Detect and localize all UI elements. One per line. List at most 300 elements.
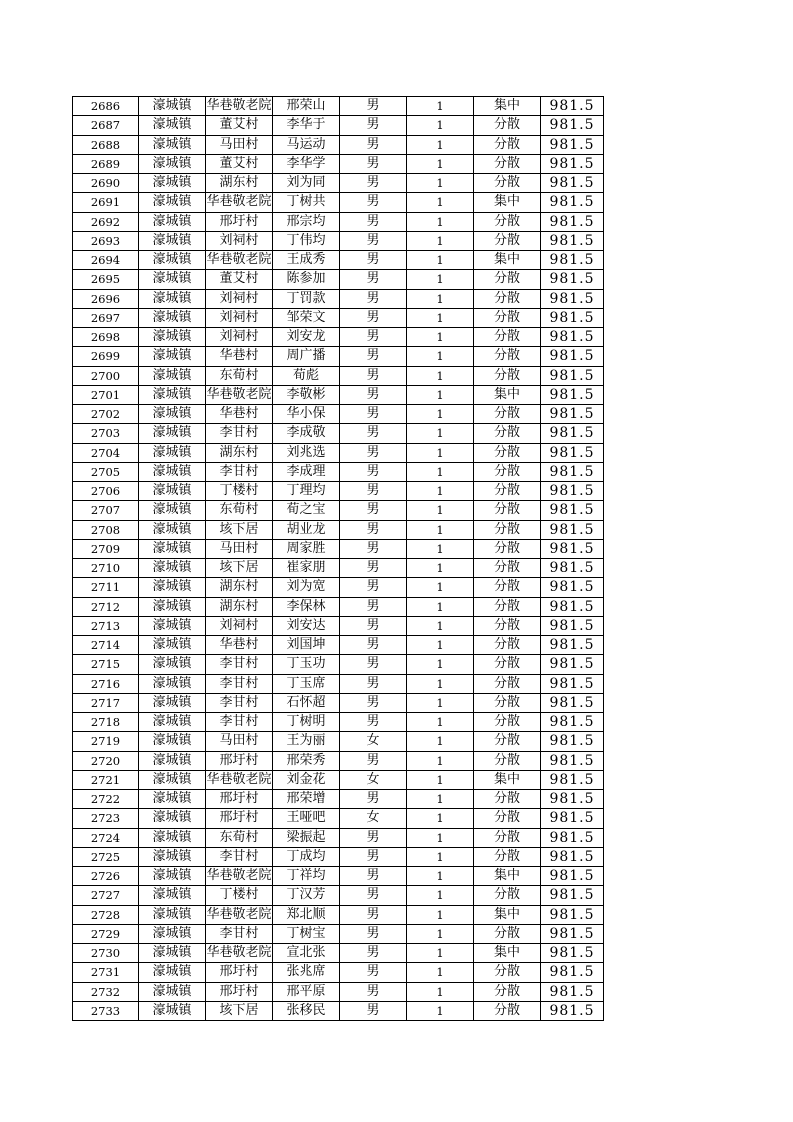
town-cell: 濠城镇 xyxy=(139,559,206,578)
count-cell: 1 xyxy=(407,924,474,943)
support-mode-cell: 分散 xyxy=(474,328,541,347)
serial-number-cell: 2707 xyxy=(73,501,139,520)
person-name-cell: 王成秀 xyxy=(273,251,340,270)
table-row xyxy=(73,982,604,1001)
table-row xyxy=(73,636,604,655)
person-name-cell: 邹荣文 xyxy=(273,308,340,327)
town-cell: 濠城镇 xyxy=(139,963,206,982)
amount-cell: 981.5 xyxy=(541,462,604,481)
table-row xyxy=(73,751,604,770)
gender-cell: 男 xyxy=(340,462,407,481)
table-row xyxy=(73,443,604,462)
serial-number-cell: 2714 xyxy=(73,636,139,655)
table-row xyxy=(73,828,604,847)
table-row xyxy=(73,308,604,327)
town-cell: 濠城镇 xyxy=(139,636,206,655)
gender-cell: 男 xyxy=(340,482,407,501)
serial-number-cell: 2698 xyxy=(73,328,139,347)
person-name-cell: 刘安龙 xyxy=(273,328,340,347)
person-name-cell: 荀彪 xyxy=(273,366,340,385)
table-row xyxy=(73,905,604,924)
table-row xyxy=(73,578,604,597)
serial-number-cell: 2692 xyxy=(73,212,139,231)
count-cell: 1 xyxy=(407,270,474,289)
person-name-cell: 丁理均 xyxy=(273,482,340,501)
person-name-cell: 梁振起 xyxy=(273,828,340,847)
gender-cell: 男 xyxy=(340,790,407,809)
count-cell: 1 xyxy=(407,193,474,212)
count-cell: 1 xyxy=(407,597,474,616)
support-mode-cell: 分散 xyxy=(474,713,541,732)
table-row xyxy=(73,174,604,193)
gender-cell: 男 xyxy=(340,867,407,886)
count-cell: 1 xyxy=(407,674,474,693)
gender-cell: 男 xyxy=(340,924,407,943)
support-mode-cell: 分散 xyxy=(474,482,541,501)
count-cell: 1 xyxy=(407,347,474,366)
town-cell: 濠城镇 xyxy=(139,655,206,674)
person-name-cell: 刘为宽 xyxy=(273,578,340,597)
serial-number-cell: 2689 xyxy=(73,154,139,173)
support-mode-cell: 分散 xyxy=(474,963,541,982)
support-mode-cell: 分散 xyxy=(474,462,541,481)
town-cell: 濠城镇 xyxy=(139,154,206,173)
amount-cell: 981.5 xyxy=(541,328,604,347)
gender-cell: 男 xyxy=(340,597,407,616)
person-name-cell: 刘国坤 xyxy=(273,636,340,655)
serial-number-cell: 2709 xyxy=(73,539,139,558)
gender-cell: 男 xyxy=(340,328,407,347)
person-name-cell: 华小保 xyxy=(273,405,340,424)
count-cell: 1 xyxy=(407,790,474,809)
table-row xyxy=(73,347,604,366)
gender-cell: 男 xyxy=(340,405,407,424)
village-cell: 邢圩村 xyxy=(206,790,273,809)
town-cell: 濠城镇 xyxy=(139,828,206,847)
table-row xyxy=(73,482,604,501)
village-cell: 董艾村 xyxy=(206,116,273,135)
gender-cell: 男 xyxy=(340,424,407,443)
person-name-cell: 刘兆选 xyxy=(273,443,340,462)
count-cell: 1 xyxy=(407,636,474,655)
village-cell: 李甘村 xyxy=(206,693,273,712)
person-name-cell: 丁玉功 xyxy=(273,655,340,674)
support-mode-cell: 集中 xyxy=(474,770,541,789)
village-cell: 刘祠村 xyxy=(206,289,273,308)
person-name-cell: 丁树共 xyxy=(273,193,340,212)
town-cell: 濠城镇 xyxy=(139,212,206,231)
serial-number-cell: 2696 xyxy=(73,289,139,308)
person-name-cell: 崔家朋 xyxy=(273,559,340,578)
amount-cell: 981.5 xyxy=(541,982,604,1001)
gender-cell: 男 xyxy=(340,520,407,539)
town-cell: 濠城镇 xyxy=(139,174,206,193)
town-cell: 濠城镇 xyxy=(139,462,206,481)
table-row xyxy=(73,116,604,135)
serial-number-cell: 2732 xyxy=(73,982,139,1001)
table-row xyxy=(73,135,604,154)
count-cell: 1 xyxy=(407,655,474,674)
table-row xyxy=(73,655,604,674)
amount-cell: 981.5 xyxy=(541,520,604,539)
table-row xyxy=(73,847,604,866)
village-cell: 华巷敬老院 xyxy=(206,97,273,116)
table-row xyxy=(73,462,604,481)
village-cell: 丁楼村 xyxy=(206,482,273,501)
amount-cell: 981.5 xyxy=(541,501,604,520)
town-cell: 濠城镇 xyxy=(139,539,206,558)
person-name-cell: 刘金花 xyxy=(273,770,340,789)
support-mode-cell: 分散 xyxy=(474,674,541,693)
table-row xyxy=(73,1001,604,1020)
count-cell: 1 xyxy=(407,328,474,347)
serial-number-cell: 2701 xyxy=(73,385,139,404)
amount-cell: 981.5 xyxy=(541,97,604,116)
support-mode-cell: 分散 xyxy=(474,308,541,327)
support-mode-cell: 分散 xyxy=(474,116,541,135)
table-row xyxy=(73,424,604,443)
person-name-cell: 邢宗均 xyxy=(273,212,340,231)
count-cell: 1 xyxy=(407,97,474,116)
village-cell: 东荀村 xyxy=(206,828,273,847)
count-cell: 1 xyxy=(407,847,474,866)
support-mode-cell: 分散 xyxy=(474,828,541,847)
person-name-cell: 邢荣山 xyxy=(273,97,340,116)
amount-cell: 981.5 xyxy=(541,443,604,462)
serial-number-cell: 2699 xyxy=(73,347,139,366)
person-name-cell: 马运动 xyxy=(273,135,340,154)
gender-cell: 男 xyxy=(340,135,407,154)
amount-cell: 981.5 xyxy=(541,347,604,366)
village-cell: 董艾村 xyxy=(206,270,273,289)
serial-number-cell: 2727 xyxy=(73,886,139,905)
person-name-cell: 张兆席 xyxy=(273,963,340,982)
support-mode-cell: 分散 xyxy=(474,636,541,655)
table-row xyxy=(73,270,604,289)
count-cell: 1 xyxy=(407,308,474,327)
count-cell: 1 xyxy=(407,751,474,770)
serial-number-cell: 2728 xyxy=(73,905,139,924)
amount-cell: 981.5 xyxy=(541,847,604,866)
person-name-cell: 丁汉芳 xyxy=(273,886,340,905)
town-cell: 濠城镇 xyxy=(139,347,206,366)
support-mode-cell: 分散 xyxy=(474,982,541,1001)
gender-cell: 男 xyxy=(340,154,407,173)
gender-cell: 男 xyxy=(340,174,407,193)
support-mode-cell: 分散 xyxy=(474,693,541,712)
table-row xyxy=(73,405,604,424)
person-name-cell: 宣北张 xyxy=(273,944,340,963)
gender-cell: 女 xyxy=(340,809,407,828)
town-cell: 濠城镇 xyxy=(139,405,206,424)
gender-cell: 男 xyxy=(340,443,407,462)
count-cell: 1 xyxy=(407,770,474,789)
gender-cell: 男 xyxy=(340,193,407,212)
town-cell: 濠城镇 xyxy=(139,944,206,963)
table-row xyxy=(73,501,604,520)
town-cell: 濠城镇 xyxy=(139,597,206,616)
amount-cell: 981.5 xyxy=(541,366,604,385)
support-mode-cell: 集中 xyxy=(474,944,541,963)
count-cell: 1 xyxy=(407,482,474,501)
amount-cell: 981.5 xyxy=(541,116,604,135)
serial-number-cell: 2720 xyxy=(73,751,139,770)
town-cell: 濠城镇 xyxy=(139,886,206,905)
village-cell: 垓下居 xyxy=(206,559,273,578)
amount-cell: 981.5 xyxy=(541,1001,604,1020)
count-cell: 1 xyxy=(407,251,474,270)
support-mode-cell: 分散 xyxy=(474,270,541,289)
support-mode-cell: 分散 xyxy=(474,790,541,809)
support-mode-cell: 分散 xyxy=(474,366,541,385)
town-cell: 濠城镇 xyxy=(139,116,206,135)
count-cell: 1 xyxy=(407,174,474,193)
count-cell: 1 xyxy=(407,1001,474,1020)
village-cell: 马田村 xyxy=(206,539,273,558)
serial-number-cell: 2702 xyxy=(73,405,139,424)
gender-cell: 男 xyxy=(340,886,407,905)
serial-number-cell: 2713 xyxy=(73,616,139,635)
town-cell: 濠城镇 xyxy=(139,308,206,327)
table-row xyxy=(73,867,604,886)
amount-cell: 981.5 xyxy=(541,693,604,712)
table-row xyxy=(73,366,604,385)
gender-cell: 男 xyxy=(340,308,407,327)
village-cell: 马田村 xyxy=(206,732,273,751)
village-cell: 华巷敬老院 xyxy=(206,251,273,270)
serial-number-cell: 2691 xyxy=(73,193,139,212)
person-name-cell: 王哑吧 xyxy=(273,809,340,828)
support-mode-cell: 集中 xyxy=(474,193,541,212)
person-name-cell: 丁罚款 xyxy=(273,289,340,308)
town-cell: 濠城镇 xyxy=(139,251,206,270)
amount-cell: 981.5 xyxy=(541,963,604,982)
count-cell: 1 xyxy=(407,886,474,905)
beneficiary-table xyxy=(72,96,604,1021)
village-cell: 刘祠村 xyxy=(206,231,273,250)
serial-number-cell: 2711 xyxy=(73,578,139,597)
table-row xyxy=(73,944,604,963)
village-cell: 垓下居 xyxy=(206,520,273,539)
support-mode-cell: 分散 xyxy=(474,405,541,424)
count-cell: 1 xyxy=(407,905,474,924)
gender-cell: 男 xyxy=(340,251,407,270)
town-cell: 濠城镇 xyxy=(139,193,206,212)
serial-number-cell: 2715 xyxy=(73,655,139,674)
support-mode-cell: 分散 xyxy=(474,539,541,558)
serial-number-cell: 2704 xyxy=(73,443,139,462)
table-row xyxy=(73,97,604,116)
amount-cell: 981.5 xyxy=(541,193,604,212)
serial-number-cell: 2729 xyxy=(73,924,139,943)
support-mode-cell: 分散 xyxy=(474,1001,541,1020)
count-cell: 1 xyxy=(407,713,474,732)
support-mode-cell: 分散 xyxy=(474,231,541,250)
person-name-cell: 邢荣增 xyxy=(273,790,340,809)
town-cell: 濠城镇 xyxy=(139,770,206,789)
person-name-cell: 郑北顺 xyxy=(273,905,340,924)
serial-number-cell: 2693 xyxy=(73,231,139,250)
town-cell: 濠城镇 xyxy=(139,328,206,347)
town-cell: 濠城镇 xyxy=(139,674,206,693)
table-row xyxy=(73,539,604,558)
gender-cell: 男 xyxy=(340,1001,407,1020)
serial-number-cell: 2694 xyxy=(73,251,139,270)
amount-cell: 981.5 xyxy=(541,828,604,847)
count-cell: 1 xyxy=(407,559,474,578)
count-cell: 1 xyxy=(407,462,474,481)
amount-cell: 981.5 xyxy=(541,597,604,616)
amount-cell: 981.5 xyxy=(541,424,604,443)
amount-cell: 981.5 xyxy=(541,212,604,231)
serial-number-cell: 2697 xyxy=(73,308,139,327)
count-cell: 1 xyxy=(407,578,474,597)
village-cell: 刘祠村 xyxy=(206,616,273,635)
count-cell: 1 xyxy=(407,867,474,886)
serial-number-cell: 2688 xyxy=(73,135,139,154)
gender-cell: 男 xyxy=(340,116,407,135)
support-mode-cell: 分散 xyxy=(474,289,541,308)
table-row xyxy=(73,732,604,751)
amount-cell: 981.5 xyxy=(541,809,604,828)
serial-number-cell: 2721 xyxy=(73,770,139,789)
person-name-cell: 李华学 xyxy=(273,154,340,173)
support-mode-cell: 分散 xyxy=(474,847,541,866)
serial-number-cell: 2726 xyxy=(73,867,139,886)
village-cell: 湖东村 xyxy=(206,578,273,597)
table-row xyxy=(73,713,604,732)
amount-cell: 981.5 xyxy=(541,790,604,809)
table-row xyxy=(73,520,604,539)
table-row xyxy=(73,790,604,809)
support-mode-cell: 分散 xyxy=(474,751,541,770)
village-cell: 李甘村 xyxy=(206,847,273,866)
village-cell: 华巷敬老院 xyxy=(206,905,273,924)
town-cell: 濠城镇 xyxy=(139,1001,206,1020)
person-name-cell: 李成敬 xyxy=(273,424,340,443)
town-cell: 濠城镇 xyxy=(139,809,206,828)
table-row xyxy=(73,674,604,693)
table-row xyxy=(73,231,604,250)
gender-cell: 男 xyxy=(340,674,407,693)
support-mode-cell: 分散 xyxy=(474,616,541,635)
support-mode-cell: 分散 xyxy=(474,924,541,943)
support-mode-cell: 分散 xyxy=(474,578,541,597)
village-cell: 华巷敬老院 xyxy=(206,770,273,789)
serial-number-cell: 2687 xyxy=(73,116,139,135)
person-name-cell: 刘为同 xyxy=(273,174,340,193)
amount-cell: 981.5 xyxy=(541,655,604,674)
table-row xyxy=(73,559,604,578)
count-cell: 1 xyxy=(407,135,474,154)
support-mode-cell: 集中 xyxy=(474,251,541,270)
amount-cell: 981.5 xyxy=(541,924,604,943)
count-cell: 1 xyxy=(407,539,474,558)
person-name-cell: 陈参加 xyxy=(273,270,340,289)
village-cell: 东荀村 xyxy=(206,501,273,520)
support-mode-cell: 集中 xyxy=(474,905,541,924)
support-mode-cell: 分散 xyxy=(474,732,541,751)
village-cell: 李甘村 xyxy=(206,674,273,693)
gender-cell: 男 xyxy=(340,693,407,712)
town-cell: 濠城镇 xyxy=(139,231,206,250)
town-cell: 濠城镇 xyxy=(139,751,206,770)
town-cell: 濠城镇 xyxy=(139,289,206,308)
serial-number-cell: 2733 xyxy=(73,1001,139,1020)
gender-cell: 男 xyxy=(340,905,407,924)
serial-number-cell: 2723 xyxy=(73,809,139,828)
town-cell: 濠城镇 xyxy=(139,270,206,289)
gender-cell: 男 xyxy=(340,944,407,963)
village-cell: 李甘村 xyxy=(206,424,273,443)
person-name-cell: 周家胜 xyxy=(273,539,340,558)
gender-cell: 女 xyxy=(340,770,407,789)
gender-cell: 男 xyxy=(340,982,407,1001)
support-mode-cell: 集中 xyxy=(474,867,541,886)
support-mode-cell: 集中 xyxy=(474,97,541,116)
gender-cell: 男 xyxy=(340,385,407,404)
gender-cell: 女 xyxy=(340,732,407,751)
table-row xyxy=(73,886,604,905)
gender-cell: 男 xyxy=(340,616,407,635)
town-cell: 濠城镇 xyxy=(139,616,206,635)
count-cell: 1 xyxy=(407,366,474,385)
person-name-cell: 丁伟均 xyxy=(273,231,340,250)
amount-cell: 981.5 xyxy=(541,674,604,693)
count-cell: 1 xyxy=(407,385,474,404)
serial-number-cell: 2725 xyxy=(73,847,139,866)
amount-cell: 981.5 xyxy=(541,867,604,886)
village-cell: 华巷村 xyxy=(206,347,273,366)
serial-number-cell: 2718 xyxy=(73,713,139,732)
gender-cell: 男 xyxy=(340,636,407,655)
person-name-cell: 邢荣秀 xyxy=(273,751,340,770)
count-cell: 1 xyxy=(407,501,474,520)
support-mode-cell: 分散 xyxy=(474,347,541,366)
support-mode-cell: 分散 xyxy=(474,520,541,539)
village-cell: 华巷村 xyxy=(206,405,273,424)
support-mode-cell: 分散 xyxy=(474,655,541,674)
count-cell: 1 xyxy=(407,944,474,963)
person-name-cell: 李华于 xyxy=(273,116,340,135)
support-mode-cell: 分散 xyxy=(474,135,541,154)
amount-cell: 981.5 xyxy=(541,539,604,558)
amount-cell: 981.5 xyxy=(541,231,604,250)
town-cell: 濠城镇 xyxy=(139,847,206,866)
person-name-cell: 丁玉席 xyxy=(273,674,340,693)
support-mode-cell: 分散 xyxy=(474,597,541,616)
count-cell: 1 xyxy=(407,231,474,250)
town-cell: 濠城镇 xyxy=(139,693,206,712)
table-row xyxy=(73,385,604,404)
serial-number-cell: 2695 xyxy=(73,270,139,289)
table-row xyxy=(73,212,604,231)
serial-number-cell: 2712 xyxy=(73,597,139,616)
person-name-cell: 石怀超 xyxy=(273,693,340,712)
gender-cell: 男 xyxy=(340,751,407,770)
person-name-cell: 李成理 xyxy=(273,462,340,481)
village-cell: 邢圩村 xyxy=(206,751,273,770)
village-cell: 邢圩村 xyxy=(206,982,273,1001)
town-cell: 濠城镇 xyxy=(139,790,206,809)
gender-cell: 男 xyxy=(340,963,407,982)
count-cell: 1 xyxy=(407,828,474,847)
village-cell: 李甘村 xyxy=(206,924,273,943)
table-row xyxy=(73,154,604,173)
town-cell: 濠城镇 xyxy=(139,443,206,462)
gender-cell: 男 xyxy=(340,270,407,289)
gender-cell: 男 xyxy=(340,655,407,674)
